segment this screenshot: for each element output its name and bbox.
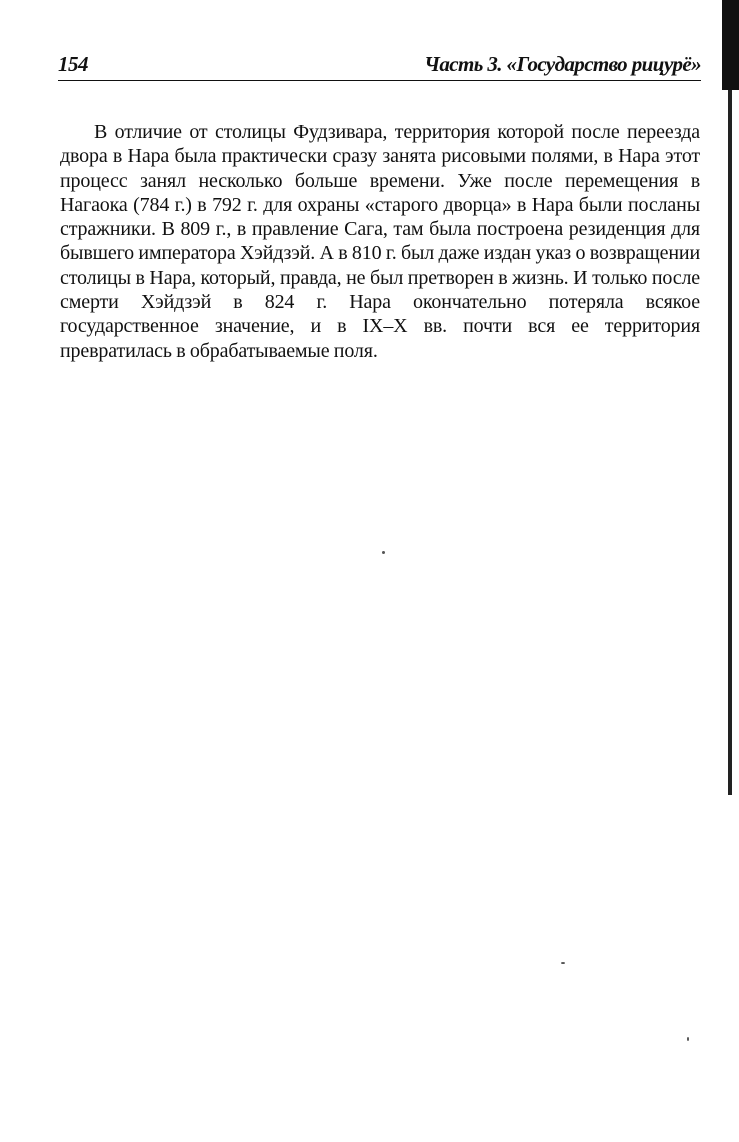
scan-speck xyxy=(561,962,565,964)
running-header xyxy=(58,50,701,81)
scan-speck xyxy=(687,1037,689,1041)
section-title: Часть 3. «Государство рицурё» xyxy=(424,52,701,76)
page-edge-mark xyxy=(722,0,739,90)
scan-speck xyxy=(382,551,385,554)
page-edge-line xyxy=(728,90,732,795)
page-number: 154 xyxy=(58,52,88,76)
body-paragraph: В отличие от столицы Фудзивара, территория которой после переезда двора в Нара была практически сразу занята рисовыми полями, в Нара этот процесс занял несколько больше времени. Уже после перемещения в Нагаока (784 г.) в 792 г. для охраны «старого дворца» в Нара были посланы стражники. В 809 г., в правление Сага, там была построена резиденция для бывшего императора Хэйдзэй. А в 810 г. был даже издан указ о возвращении столицы в Нара, который, правда, не был претворен в жизнь. И только после смерти Хэйдзэй в 824 г. Нара окончательно потеряла всякое государственное значение, и в IX–X вв. почти вся ее территория превратилась в обрабатываемые поля. xyxy=(60,121,700,362)
